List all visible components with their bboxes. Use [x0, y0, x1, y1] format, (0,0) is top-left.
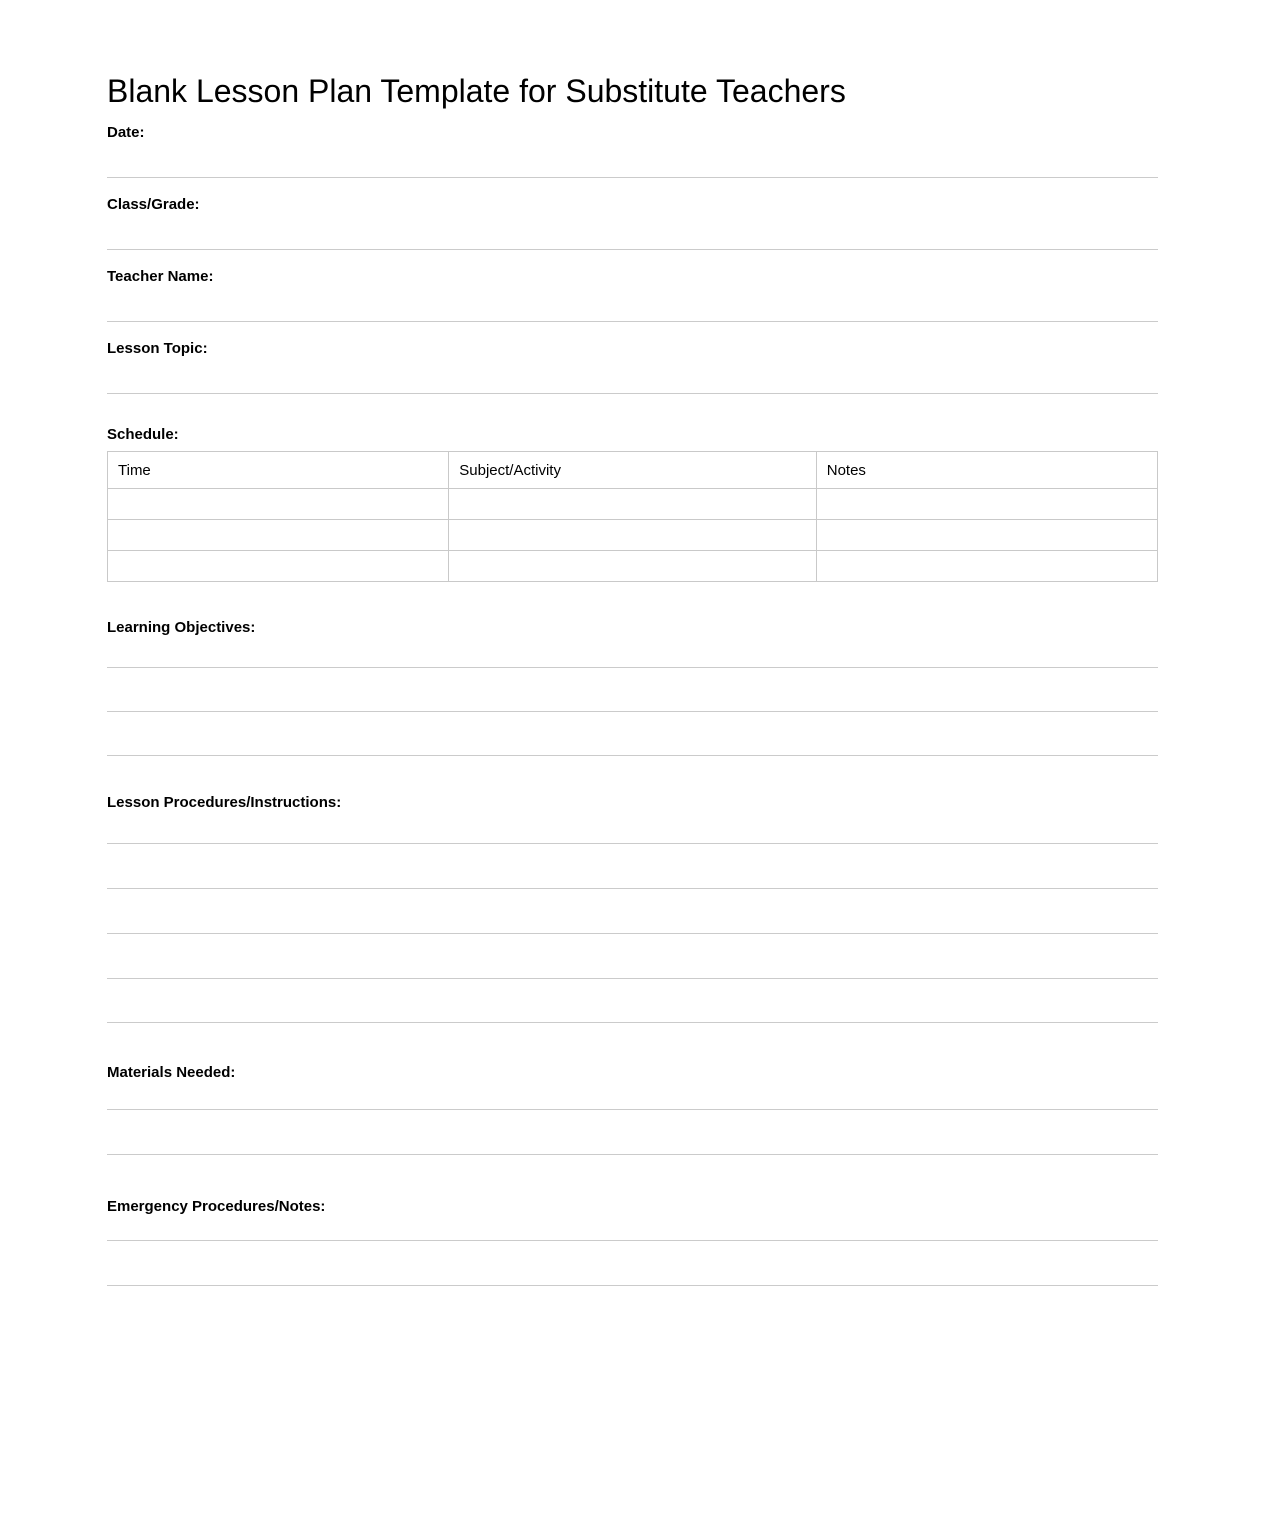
schedule-header-notes: Notes	[816, 452, 1157, 489]
schedule-header-time: Time	[108, 452, 449, 489]
learning-objectives-write-line	[107, 637, 1158, 668]
teacher-name-write-line	[107, 286, 1158, 322]
schedule-header-row	[108, 452, 1158, 489]
lesson-procedures-write-line	[107, 812, 1158, 844]
lesson-procedures-label: Lesson Procedures/Instructions:	[107, 794, 342, 811]
schedule-label: Schedule:	[107, 426, 179, 443]
lesson-procedures-write-line	[107, 934, 1158, 979]
teacher-name-label: Teacher Name:	[107, 268, 214, 285]
learning-objectives-write-line	[107, 668, 1158, 712]
schedule-cell-subject-2	[449, 520, 817, 551]
schedule-cell-time-2	[108, 520, 449, 551]
page-title: Blank Lesson Plan Template for Substitute Teachers	[107, 73, 846, 109]
schedule-cell-notes-3	[816, 551, 1157, 582]
schedule-table	[107, 451, 1158, 582]
schedule-header-subject-activity: Subject/Activity	[449, 452, 817, 489]
materials-needed-write-line	[107, 1082, 1158, 1110]
schedule-cell-time-1	[108, 489, 449, 520]
schedule-row-1	[108, 489, 1158, 520]
schedule-cell-subject-1	[449, 489, 817, 520]
schedule-cell-subject-3	[449, 551, 817, 582]
schedule-cell-time-3	[108, 551, 449, 582]
schedule-row-3	[108, 551, 1158, 582]
learning-objectives-label: Learning Objectives:	[107, 619, 256, 636]
emergency-procedures-write-line	[107, 1216, 1158, 1241]
learning-objectives-write-line	[107, 712, 1158, 756]
lesson-topic-label: Lesson Topic:	[107, 340, 208, 357]
lesson-procedures-write-line	[107, 844, 1158, 889]
materials-needed-label: Materials Needed:	[107, 1064, 236, 1081]
date-label: Date:	[107, 124, 145, 141]
emergency-procedures-label: Emergency Procedures/Notes:	[107, 1198, 326, 1215]
materials-needed-write-line	[107, 1110, 1158, 1155]
lesson-topic-write-line	[107, 358, 1158, 394]
lesson-procedures-write-line	[107, 979, 1158, 1023]
schedule-cell-notes-2	[816, 520, 1157, 551]
emergency-procedures-write-line	[107, 1241, 1158, 1286]
class-grade-label: Class/Grade:	[107, 196, 200, 213]
schedule-row-2	[108, 520, 1158, 551]
lesson-procedures-write-line	[107, 889, 1158, 934]
schedule-cell-notes-1	[816, 489, 1157, 520]
date-write-line	[107, 142, 1158, 178]
class-grade-write-line	[107, 214, 1158, 250]
